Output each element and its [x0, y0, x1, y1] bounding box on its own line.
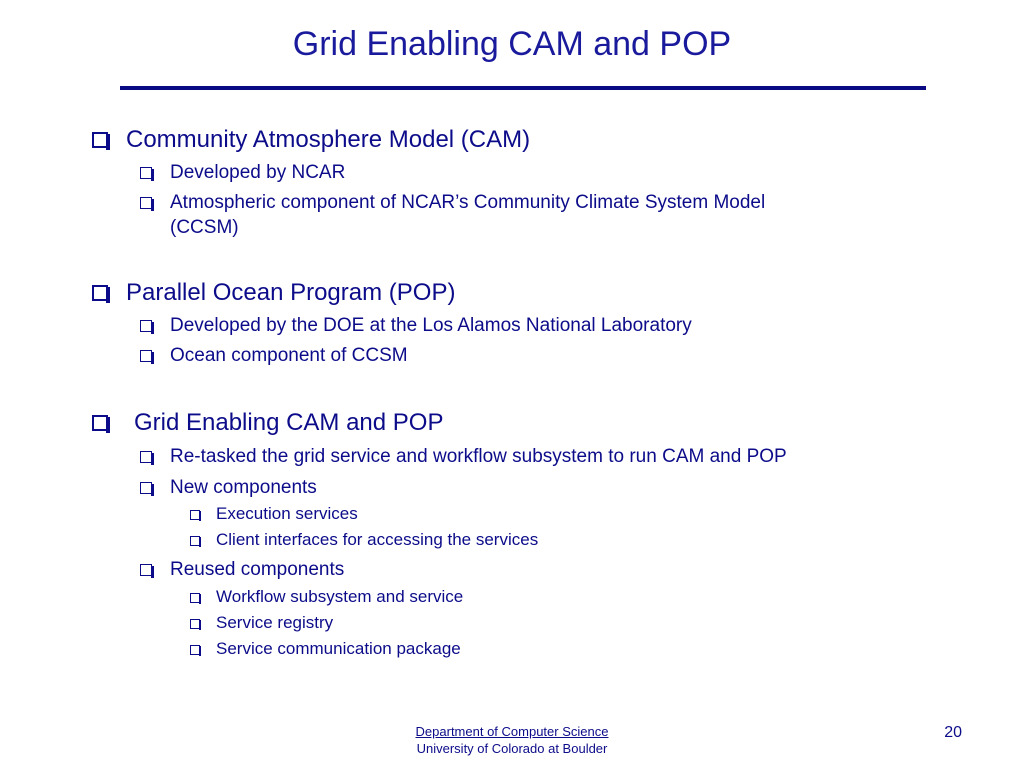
checkbox-bullet-icon: [92, 285, 108, 301]
sub-sub-bullet-text: Service registry: [216, 613, 334, 632]
sub-sub-bullet-text: Workflow subsystem and service: [216, 587, 464, 606]
department-link[interactable]: Department of Computer Science: [415, 724, 609, 739]
sub-sub-bullet-text: Client interfaces for accessing the services: [216, 530, 539, 549]
sub-bullet-text: Developed by NCAR: [170, 162, 346, 183]
sub-bullet-text: Re-tasked the grid service and workflow subsystem to run CAM and POP: [170, 446, 787, 467]
checkbox-bullet-icon: [140, 197, 152, 209]
sub-bullet-text: (CCSM): [170, 217, 239, 238]
checkbox-bullet-icon: [140, 564, 152, 576]
sub-bullet-text: Atmospheric component of NCAR’s Community Climate System Model: [170, 192, 766, 213]
checkbox-bullet-icon: [140, 451, 152, 463]
slide-title: Grid Enabling CAM and POP: [292, 25, 732, 63]
sub-bullet-text: Reused components: [170, 559, 345, 580]
checkbox-bullet-icon: [92, 132, 108, 148]
checkbox-bullet-icon: [140, 167, 152, 179]
bullet-text: Community Atmosphere Model (CAM): [126, 126, 531, 153]
checkbox-bullet-icon: [190, 510, 200, 520]
checkbox-bullet-icon: [190, 645, 200, 655]
checkbox-bullet-icon: [190, 619, 200, 629]
checkbox-bullet-icon: [190, 593, 200, 603]
sub-sub-bullet-text: Execution services: [216, 504, 358, 523]
checkbox-bullet-icon: [190, 536, 200, 546]
sub-sub-bullet-text: Service communication package: [216, 639, 461, 658]
sub-bullet-text: Ocean component of CCSM: [170, 345, 408, 366]
university-name: University of Colorado at Boulder: [416, 741, 608, 756]
footer: [0, 723, 1024, 757]
sub-bullet-text: Developed by the DOE at the Los Alamos National Laboratory: [170, 315, 692, 336]
checkbox-bullet-icon: [140, 320, 152, 332]
checkbox-bullet-icon: [140, 482, 152, 494]
bullet-text: Grid Enabling CAM and POP: [134, 409, 444, 436]
bullet-text: Parallel Ocean Program (POP): [126, 279, 456, 306]
checkbox-bullet-icon: [92, 415, 108, 431]
sub-bullet-text: New components: [170, 477, 317, 498]
checkbox-bullet-icon: [140, 350, 152, 362]
page-number: 20: [944, 724, 962, 741]
